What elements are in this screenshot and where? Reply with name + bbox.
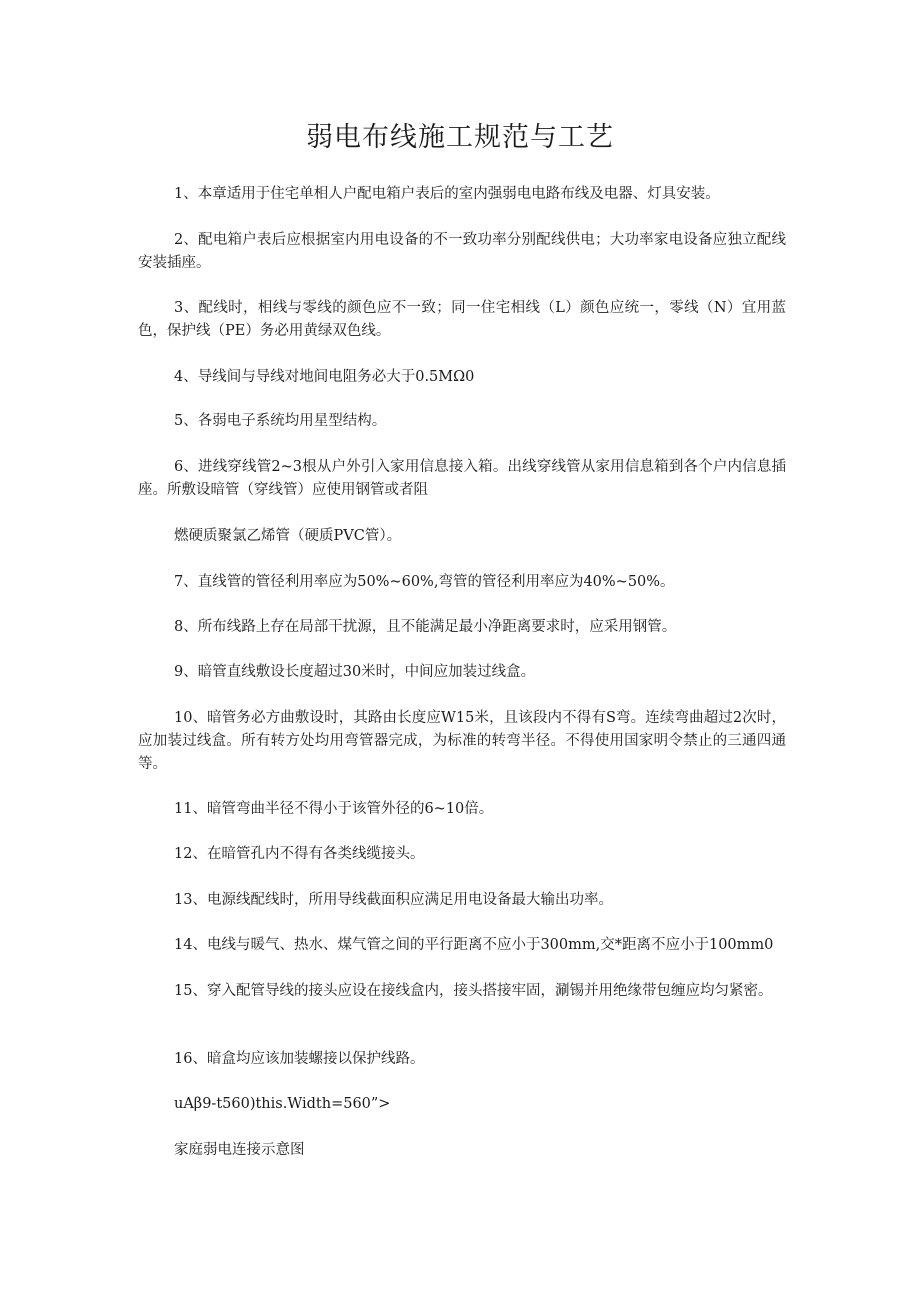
paragraph-10: 10、暗管务必方曲敷设时，其路由长度应W15米，且该段内不得有S弯。连续弯曲超过2次时，应加装过线盒。所有转方处均用弯管器完成，为标准的转弯半径。不得使用国家明令禁止的三通四通等。 [138,710,786,772]
paragraph-11: 11、暗管弯曲半径不得小于该管外径的6~10倍。 [174,801,494,817]
paragraph-6: 6、进线穿线管2~3根从户外引入家用信息接入箱。出线穿线管从家用信息箱到各个户内信息插座。所敷设暗管（穿线管）应使用钢管或者阻 [138,459,786,498]
paragraph-2: 2、配电箱户表后应根据室内用电设备的不一致功率分别配线供电；大功率家电设备应独立配线安装插座。 [138,232,786,271]
paragraph-5: 5、各弱电子系统均用星型结构。 [174,413,387,429]
image-code-fragment: uAβ9-t560)this.Width=560”> [174,1096,391,1112]
paragraph-3: 3、配线时，相线与零线的颜色应不一致；同一住宅相线（L）颜色应统一，零线（N）宜用蓝色，保护线（PE）务必用黄绿双色线。 [138,300,786,339]
paragraph-9: 9、暗管直线敷设长度超过30米时，中间应加装过线盒。 [174,664,536,680]
paragraph-6-continued: 燃硬质聚氯乙烯管（硬质PVC管）。 [174,528,402,544]
paragraph-7: 7、直线管的管径利用率应为50%~60%,弯管的管径利用率应为40%~50%。 [174,574,675,590]
paragraph-16: 16、暗盒均应该加装螺接以保护线路。 [174,1051,425,1067]
figure-caption: 家庭弱电连接示意图 [174,1142,305,1158]
paragraph-8: 8、所布线路上存在局部干扰源，且不能满足最小净距离要求时，应采用钢管。 [174,619,677,635]
paragraph-14: 14、电线与暖气、热水、煤气管之间的平行距离不应小于300mm,交*距离不应小于100mm0 [174,937,774,953]
paragraph-4: 4、导线间与导线对地间电阻务必大于0.5MΩ0 [174,369,475,385]
paragraph-12: 12、在暗管孔内不得有各类线缆接头。 [174,846,425,862]
paragraph-13: 13、电源线配线时，所用导线截面积应满足用电设备最大输出功率。 [174,892,613,908]
paragraph-15: 15、穿入配管导线的接头应设在接线盒内，接头搭接牢固，涮锡并用绝缘带包缠应均匀紧密。 [174,983,773,999]
document-title: 弱电布线施工规范与工艺 [306,122,614,153]
paragraph-1: 1、本章适用于住宅单相人户配电箱户表后的室内强弱电电路布线及电器、灯具安装。 [174,186,720,202]
